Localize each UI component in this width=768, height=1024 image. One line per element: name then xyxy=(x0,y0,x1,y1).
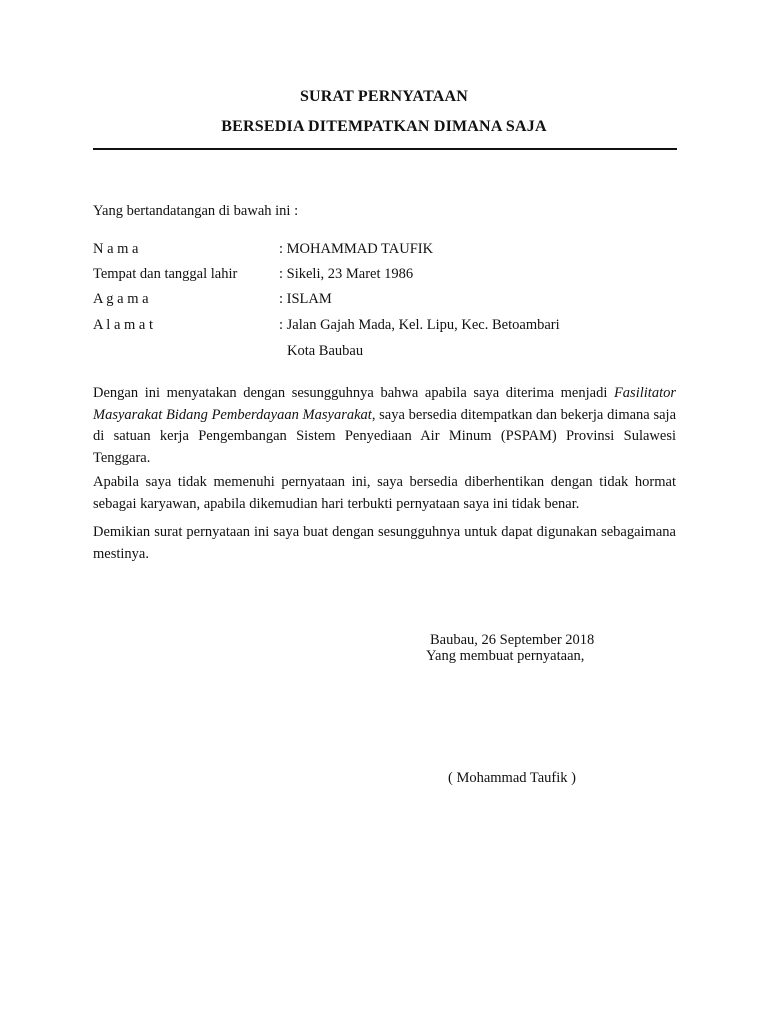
statement-text-end: , saya bersedia ditempatkan dan bekerja dimana saja di satuan kerja Pengembangan Sistem Penyediaan Air Minum (PSPAM) Provinsi Sulawesi Tenggara. xyxy=(93,406,677,466)
position-title: Fasilitator Masyarakat Bidang Pemberdayaan Masyarakat xyxy=(93,385,676,423)
statement-paragraph-2: Apabila saya tidak memenuhi pernyataan ini, saya bersedia diberhentikan dengan tidak hormat sebagai karyawan, apabila dikemudian hari terbukti pernyataan saya ini tidak benar. xyxy=(93,474,676,512)
statement-text-start: Dengan ini menyatakan dengan sesungguhnya bahwa apabila saya diterima menjadi xyxy=(93,385,614,401)
document-subtitle: BERSEDIA DITEMPATKAN DIMANA SAJA xyxy=(221,118,547,135)
closing-paragraph: Demikian surat pernyataan ini saya buat dengan sesungguhnya untuk dapat digunakan sebagaimana mestinya. xyxy=(93,524,676,562)
title-underline xyxy=(93,148,677,150)
religion-value: : ISLAM xyxy=(279,291,332,307)
statement-paragraph-1 xyxy=(93,383,676,469)
address-city: Kota Baubau xyxy=(287,343,364,359)
address-value: : Jalan Gajah Mada, Kel. Lipu, Kec. Betoambari xyxy=(279,317,560,333)
name-label: N a m a xyxy=(93,241,139,257)
intro-text: Yang bertandatangan di bawah ini : xyxy=(93,203,299,219)
place-date: Baubau, 26 September 2018 xyxy=(430,632,595,648)
document-title: SURAT PERNYATAAN xyxy=(299,88,469,105)
birth-label: Tempat dan tanggal lahir xyxy=(93,266,238,282)
signer-role: Yang membuat pernyataan, xyxy=(426,648,585,664)
religion-label: A g a m a xyxy=(93,291,149,307)
name-value: : MOHAMMAD TAUFIK xyxy=(279,241,434,257)
address-label: A l a m a t xyxy=(93,317,154,333)
birth-value: : Sikeli, 23 Maret 1986 xyxy=(279,266,414,282)
signer-name: ( Mohammad Taufik ) xyxy=(448,770,576,786)
